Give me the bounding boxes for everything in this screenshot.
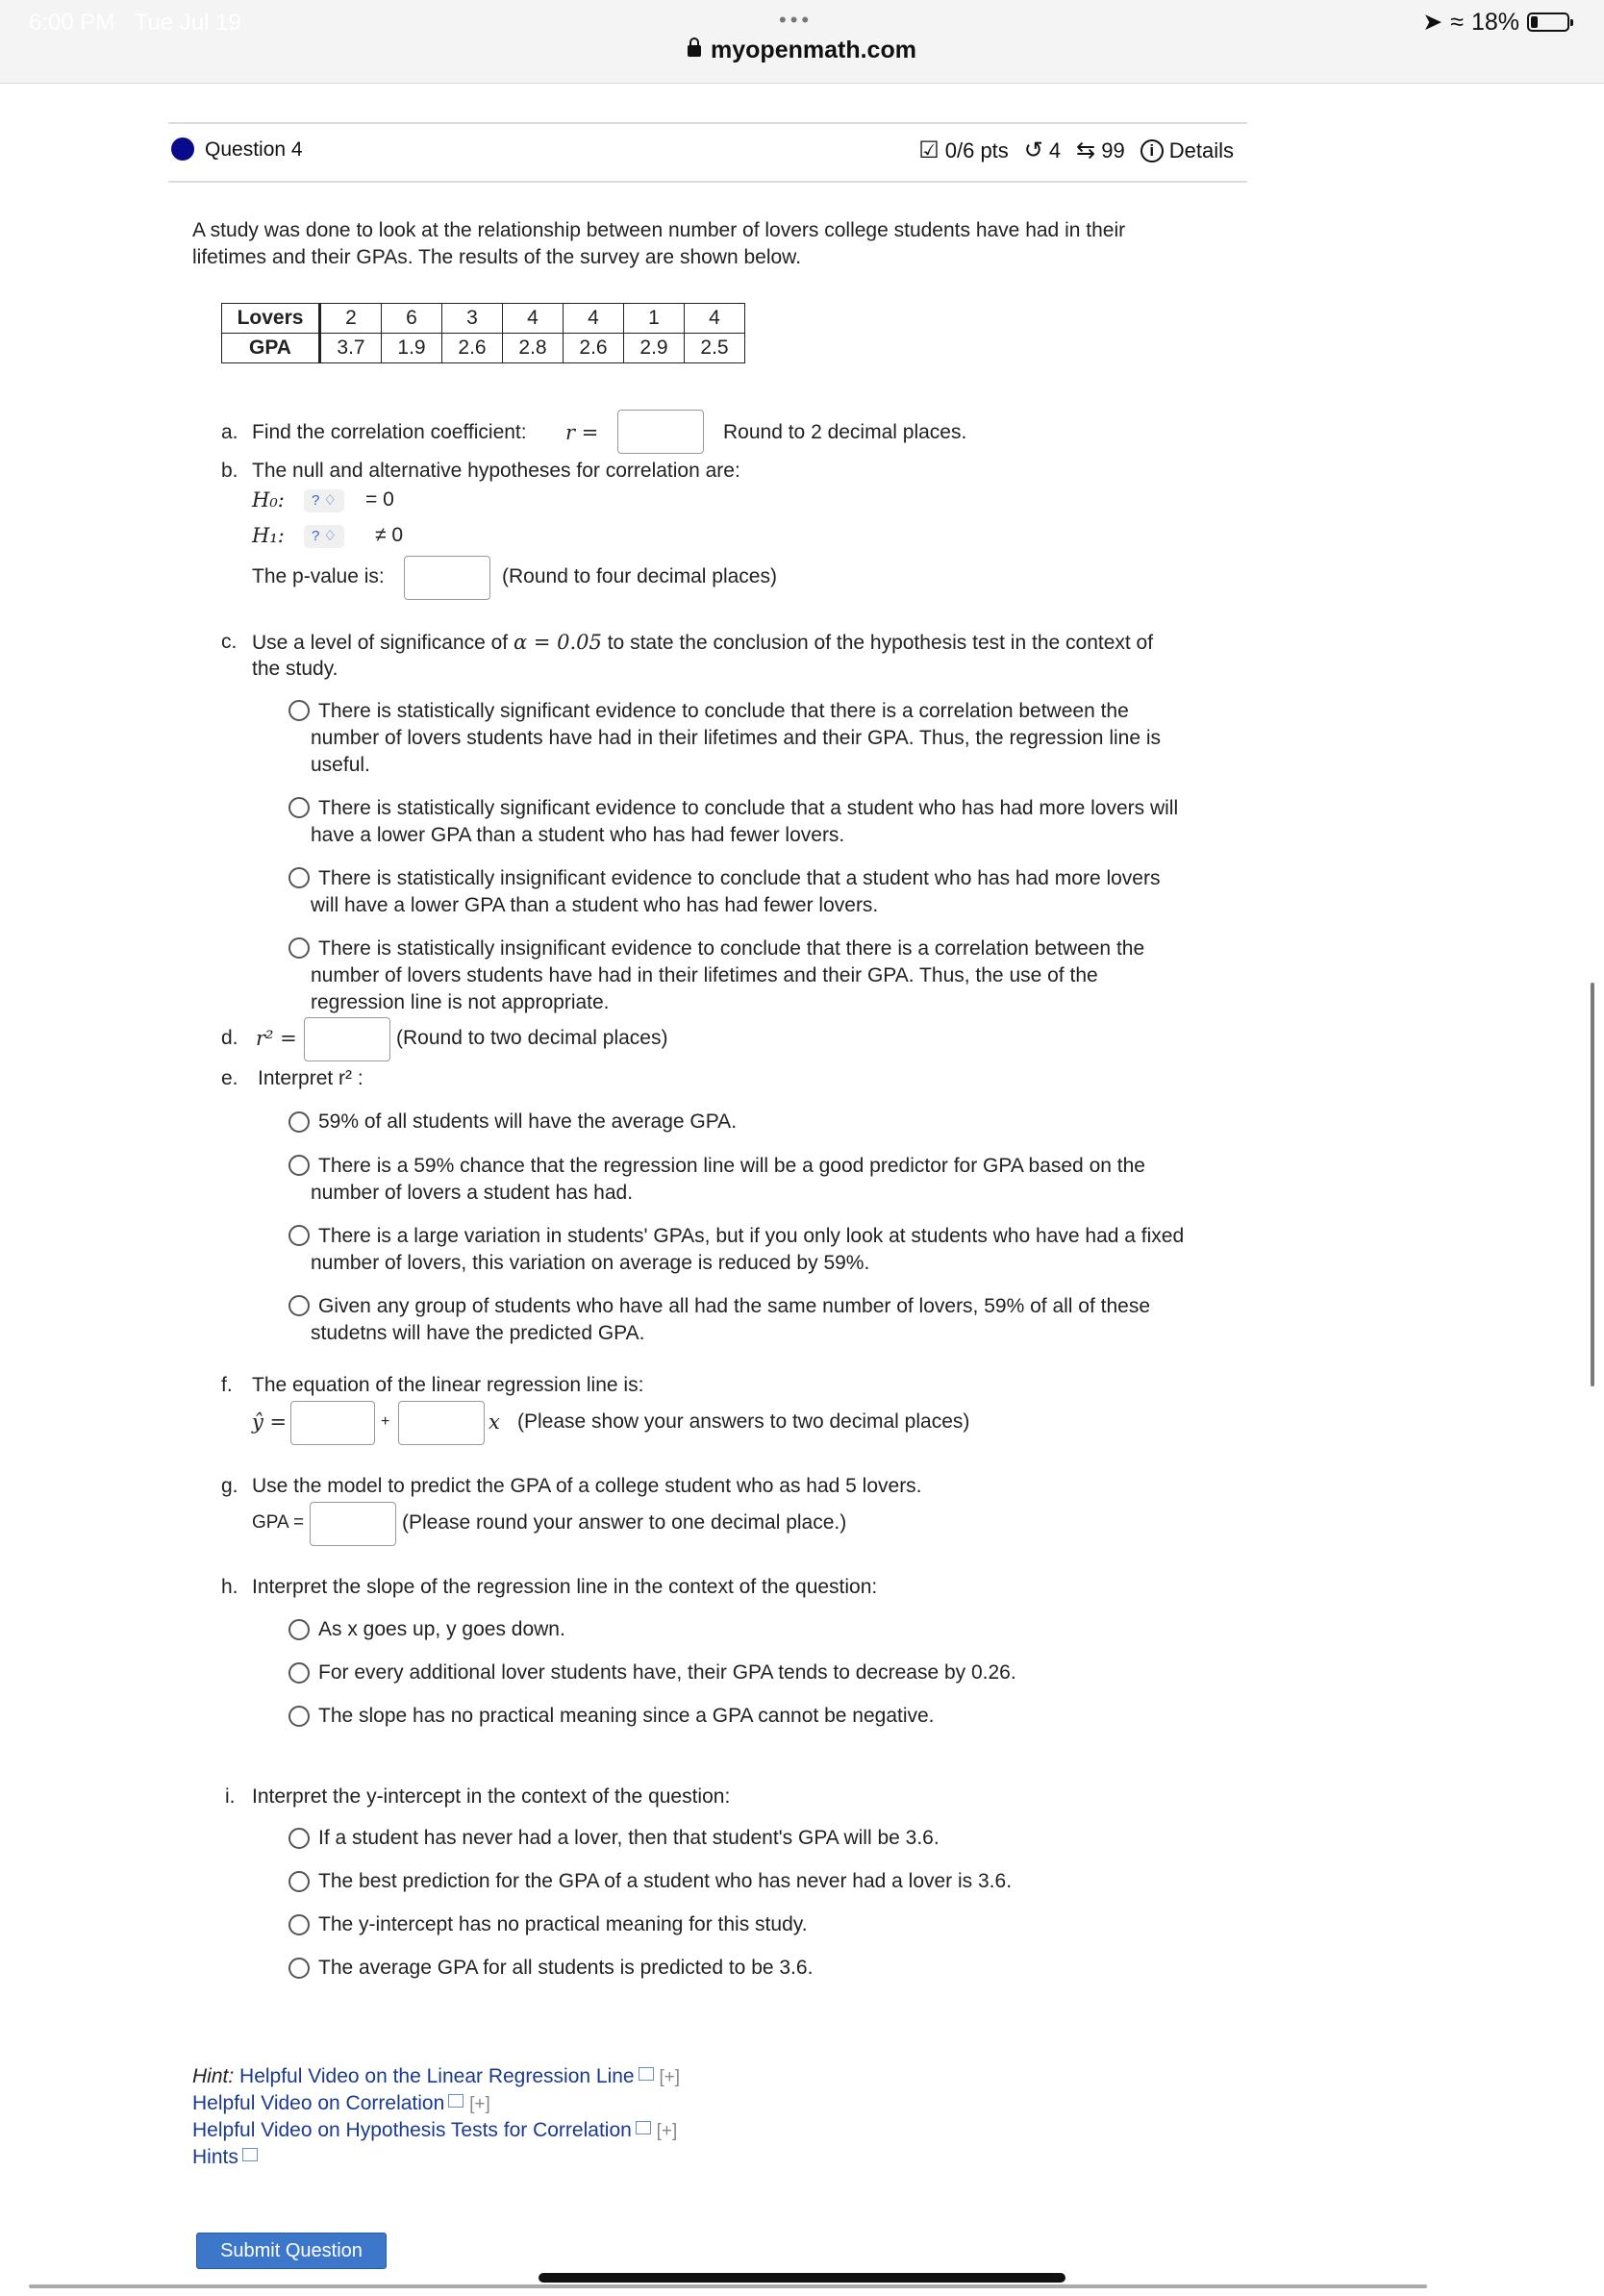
external-link-icon: [639, 2067, 654, 2081]
radio-i-2[interactable]: [288, 1871, 310, 1892]
part-d-letter: d.: [221, 1027, 238, 1049]
pvalue-input[interactable]: [404, 556, 490, 600]
part-g-text: Use the model to predict the GPA of a college student who as had 5 lovers.: [252, 1475, 922, 1497]
table-cell: 4: [685, 304, 745, 334]
table-cell: 2.6: [564, 334, 624, 363]
hint-line-3: [192, 2117, 677, 2145]
option-e-2-line2: number of lovers a student has had.: [311, 1182, 634, 1204]
option-i-4: The average GPA for all students is predicted to be 3.6.: [318, 1957, 814, 1979]
option-e-2-line1: There is a 59% chance that the regression line will be a good predictor for GPA based on the: [318, 1155, 1145, 1177]
horizontal-scrollbar[interactable]: [29, 2284, 1427, 2288]
score-check-icon: ☑: [918, 137, 940, 163]
part-f-note: (Please show your answers to two decimal places): [517, 1410, 970, 1433]
question-meta: [918, 137, 1234, 164]
part-d-note: (Round to two decimal places): [396, 1027, 668, 1049]
attempts-icon: ⇆: [1076, 137, 1096, 163]
table-row-gpa: [222, 334, 745, 363]
yhat-label: ŷ =: [252, 1410, 288, 1434]
option-c-2-line2: have a lower GPA than a student who has had fewer lovers.: [311, 824, 845, 846]
radio-e-4[interactable]: [288, 1295, 310, 1316]
external-link-icon: [636, 2121, 651, 2134]
status-time-date: [29, 10, 255, 37]
part-f-text: The equation of the linear regression line is:: [252, 1374, 644, 1396]
correlation-input[interactable]: [617, 410, 704, 454]
expand-toggle[interactable]: [+]: [469, 2094, 490, 2114]
video-link-regression[interactable]: Helpful Video on the Linear Regression Line: [239, 2065, 635, 2087]
location-icon: ➤: [1422, 9, 1443, 36]
hint-line-4: [192, 2144, 258, 2171]
x-var: x: [489, 1410, 500, 1434]
h1-label: H₁:: [252, 524, 285, 547]
wifi-icon: ≈: [1450, 8, 1464, 36]
option-e-4-line2: studetns will have the predicted GPA.: [311, 1322, 645, 1344]
plus-sign: +: [381, 1413, 390, 1430]
part-c-line1: [252, 629, 1153, 657]
part-h-text: Interpret the slope of the regression line in the context of the question:: [252, 1576, 878, 1598]
part-g-letter: g.: [221, 1475, 238, 1497]
option-i-1: If a student has never had a lover, then that student's GPA will be 3.6.: [318, 1827, 940, 1849]
h0-relation: = 0: [365, 488, 394, 511]
question-status-dot-icon: [171, 137, 194, 161]
part-c-post: to state the conclusion of the hypothesis test in the context of: [607, 632, 1154, 654]
home-indicator[interactable]: [539, 2273, 1065, 2283]
h0-select[interactable]: ? ♢: [304, 489, 344, 512]
h1-select[interactable]: ? ♢: [304, 525, 344, 548]
option-c-3-line2: will have a lower GPA than a student who has had fewer lovers.: [311, 894, 879, 916]
vertical-scrollbar[interactable]: [1591, 983, 1594, 1386]
expand-toggle[interactable]: [+]: [656, 2121, 678, 2141]
radio-i-4[interactable]: [288, 1958, 310, 1979]
multitask-dots-icon[interactable]: •••: [779, 8, 814, 32]
question-header: [168, 125, 1247, 181]
h1-relation: ≠ 0: [375, 524, 404, 546]
table-cell: 1.9: [382, 334, 442, 363]
radio-i-3[interactable]: [288, 1914, 310, 1935]
expand-toggle[interactable]: [+]: [659, 2067, 681, 2087]
pvalue-note: (Round to four decimal places): [502, 565, 777, 587]
option-c-1-line1: There is statistically significant evidence to conclude that there is a correlation between the: [318, 700, 1129, 722]
option-e-1-line1: 59% of all students will have the average GPA.: [318, 1111, 738, 1133]
intro-line-1: A study was done to look at the relationship between number of lovers college students have had in their: [192, 219, 1126, 241]
details-link[interactable]: Details: [1168, 137, 1234, 162]
part-c-letter: c.: [221, 631, 238, 653]
hint-line-1: [192, 2063, 680, 2091]
gpa-label: GPA =: [252, 1512, 305, 1533]
hint-label: Hint:: [192, 2065, 235, 2087]
table-cell: 6: [382, 304, 442, 334]
part-b-letter: b.: [221, 460, 238, 482]
table-cell: 4: [564, 304, 624, 334]
question-attempts: 99: [1101, 137, 1125, 162]
part-a-var: r =: [565, 421, 599, 444]
part-e-letter: e.: [221, 1067, 238, 1089]
radio-c-1[interactable]: [288, 700, 310, 721]
table-header-gpa: GPA: [222, 334, 320, 363]
option-c-4-line3: regression line is not appropriate.: [311, 991, 610, 1013]
r-squared-input[interactable]: [304, 1017, 390, 1061]
external-link-icon: [242, 2148, 258, 2161]
option-c-4-line1: There is statistically insignificant evidence to conclude that there is a correlation between the: [318, 937, 1145, 960]
option-c-1-line2: number of lovers students have had in their lifetimes and their GPA. Thus, the regression line is: [311, 727, 1162, 749]
pvalue-label: The p-value is:: [252, 565, 385, 587]
alpha-value: α = 0.05: [513, 631, 602, 654]
part-d-var: r² =: [256, 1027, 297, 1050]
radio-h-2[interactable]: [288, 1662, 310, 1684]
radio-h-1[interactable]: [288, 1619, 310, 1640]
radio-c-4[interactable]: [288, 937, 310, 959]
battery-percent: 18%: [1470, 8, 1519, 36]
part-b-text: The null and alternative hypotheses for correlation are:: [252, 460, 740, 482]
gpa-prediction-input[interactable]: [310, 1502, 396, 1546]
option-c-4-line2: number of lovers students have had in their lifetimes and their GPA. Thus, the use of the: [311, 964, 1098, 986]
browser-status-bar: [0, 0, 1604, 84]
retry-icon: ↺: [1023, 137, 1043, 163]
question-points: 0/6 pts: [944, 137, 1009, 162]
part-i-letter: i.: [225, 1785, 236, 1808]
table-row-lovers: [222, 304, 745, 334]
radio-e-3[interactable]: [288, 1225, 310, 1246]
h0-label: H₀:: [252, 488, 285, 512]
option-c-1-line3: useful.: [311, 754, 370, 776]
hint-line-2: [192, 2090, 490, 2118]
url-text: myopenmath.com: [711, 37, 916, 63]
part-a-letter: a.: [221, 421, 238, 443]
part-f-letter: f.: [221, 1374, 233, 1396]
question-title: Question 4: [205, 138, 303, 161]
table-cell: 2.9: [624, 334, 685, 363]
part-a-text: Find the correlation coefficient:: [252, 421, 527, 443]
radio-h-3[interactable]: [288, 1706, 310, 1727]
option-c-3-line1: There is statistically insignificant evidence to conclude that a student who has had more lovers: [318, 867, 1161, 889]
data-table: [221, 303, 745, 363]
header-rule-bottom: [168, 181, 1247, 183]
status-icons: [1422, 8, 1569, 37]
slope-input[interactable]: [398, 1401, 485, 1445]
radio-i-1[interactable]: [288, 1828, 310, 1849]
intro-line-2: lifetimes and their GPAs. The results of the survey are shown below.: [192, 246, 802, 268]
intercept-input[interactable]: [290, 1401, 375, 1445]
radio-c-2[interactable]: [288, 797, 310, 818]
table-cell: 3: [442, 304, 503, 334]
video-link-correlation[interactable]: Helpful Video on Correlation: [192, 2092, 445, 2114]
table-cell: 2.8: [503, 334, 564, 363]
option-e-4-line1: Given any group of students who have all had the same number of lovers, 59% of all of these: [318, 1295, 1151, 1317]
video-link-hypothesis-tests[interactable]: Helpful Video on Hypothesis Tests for Correlation: [192, 2119, 632, 2141]
radio-e-1[interactable]: [288, 1111, 310, 1133]
table-cell: 2.6: [442, 334, 503, 363]
part-i-text: Interpret the y-intercept in the context of the question:: [252, 1785, 731, 1808]
header-rule-top: [168, 122, 1247, 124]
option-c-2-line1: There is statistically significant evidence to conclude that a student who has had more lovers will: [318, 797, 1179, 819]
option-h-1: As x goes up, y goes down.: [318, 1618, 565, 1640]
radio-c-3[interactable]: [288, 867, 310, 888]
part-a-note: Round to 2 decimal places.: [723, 421, 967, 443]
part-c-line2: the study.: [252, 658, 338, 680]
table-cell: 2.5: [685, 334, 745, 363]
info-icon[interactable]: i: [1140, 139, 1164, 162]
option-i-3: The y-intercept has no practical meaning for this study.: [318, 1913, 808, 1935]
question-retries: 4: [1048, 137, 1062, 162]
table-cell: 2: [320, 304, 382, 334]
option-i-2: The best prediction for the GPA of a student who has never had a lover is 3.6.: [318, 1870, 1013, 1892]
lock-icon: [688, 45, 701, 57]
option-h-3: The slope has no practical meaning since a GPA cannot be negative.: [318, 1705, 935, 1727]
part-h-letter: h.: [221, 1576, 238, 1598]
part-g-note: (Please round your answer to one decimal place.): [402, 1511, 847, 1534]
part-c-pre: Use a level of significance of: [252, 632, 509, 654]
table-cell: 1: [624, 304, 685, 334]
table-header-lovers: Lovers: [222, 304, 320, 334]
submit-question-button[interactable]: Submit Question: [196, 2233, 387, 2269]
battery-icon: [1527, 12, 1569, 32]
external-link-icon: [448, 2094, 464, 2108]
option-e-3-line2: number of lovers, this variation on average is reduced by 59%.: [311, 1252, 870, 1274]
hints-link[interactable]: Hints: [192, 2146, 238, 2168]
table-cell: 3.7: [320, 334, 382, 363]
address-bar[interactable]: [0, 37, 1604, 64]
option-h-2: For every additional lover students have, their GPA tends to decrease by 0.26.: [318, 1661, 1016, 1684]
radio-e-2[interactable]: [288, 1155, 310, 1176]
status-time: 6:00 PM: [29, 10, 115, 36]
status-date: Tue Jul 19: [134, 10, 241, 36]
table-cell: 4: [503, 304, 564, 334]
part-e-text: Interpret r² :: [258, 1067, 363, 1089]
option-e-3-line1: There is a large variation in students' GPAs, but if you only look at students who have had a fixed: [318, 1225, 1185, 1247]
